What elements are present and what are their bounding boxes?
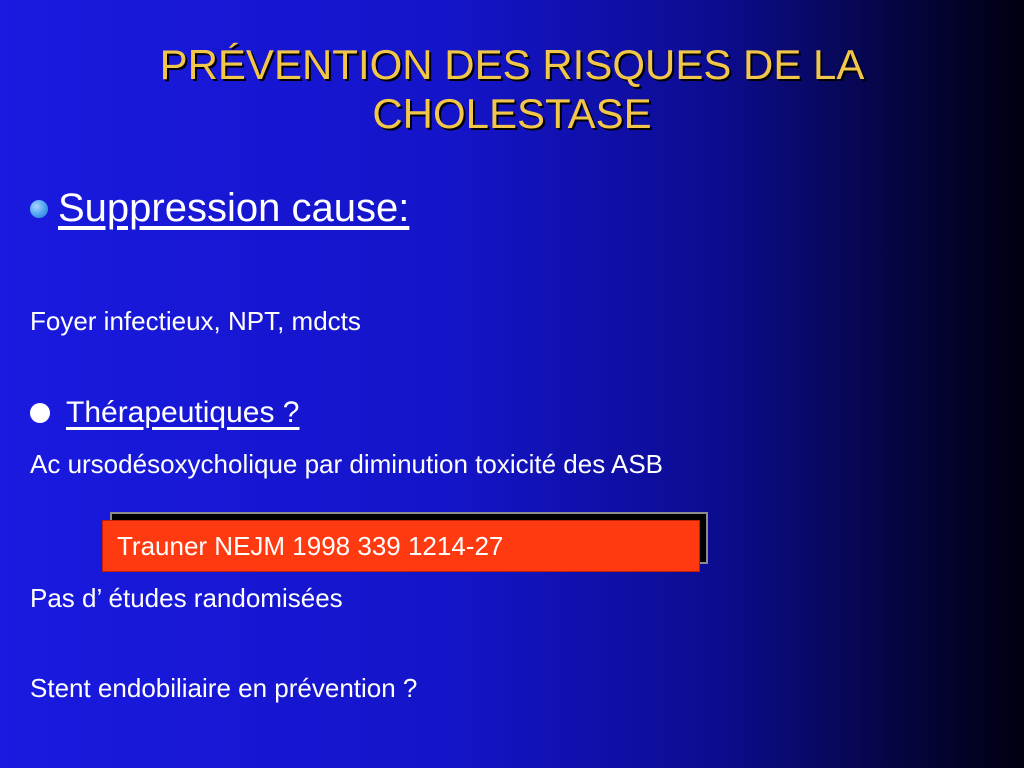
bullet-therapeutiques-text: Thérapeutiques ? xyxy=(66,396,300,429)
slide-title-line-1: PRÉVENTION DES RISQUES DE LA xyxy=(159,41,865,88)
slide-title-line-2: CHOLESTASE xyxy=(372,90,652,137)
text-pas-etudes-randomisees: Pas d’ études randomisées xyxy=(30,583,343,613)
text-foyer-infectieux: Foyer infectieux, NPT, mdcts xyxy=(30,306,361,336)
blue-sphere-bullet-icon xyxy=(30,200,48,218)
reference-box xyxy=(102,520,700,572)
slide-title xyxy=(0,40,1024,138)
bullet-suppression-cause xyxy=(30,186,409,231)
white-dot-bullet-icon xyxy=(30,403,50,423)
text-ac-ursodesoxycholique: Ac ursodésoxycholique par diminution toxicité des ASB xyxy=(30,449,664,479)
text-stent-endobiliaire: Stent endobiliaire en prévention ? xyxy=(30,673,418,703)
reference-text: Trauner NEJM 1998 339 1214-27 xyxy=(117,531,504,561)
bullet-suppression-cause-text: Suppression cause: xyxy=(58,186,410,230)
bullet-therapeutiques xyxy=(30,396,300,430)
